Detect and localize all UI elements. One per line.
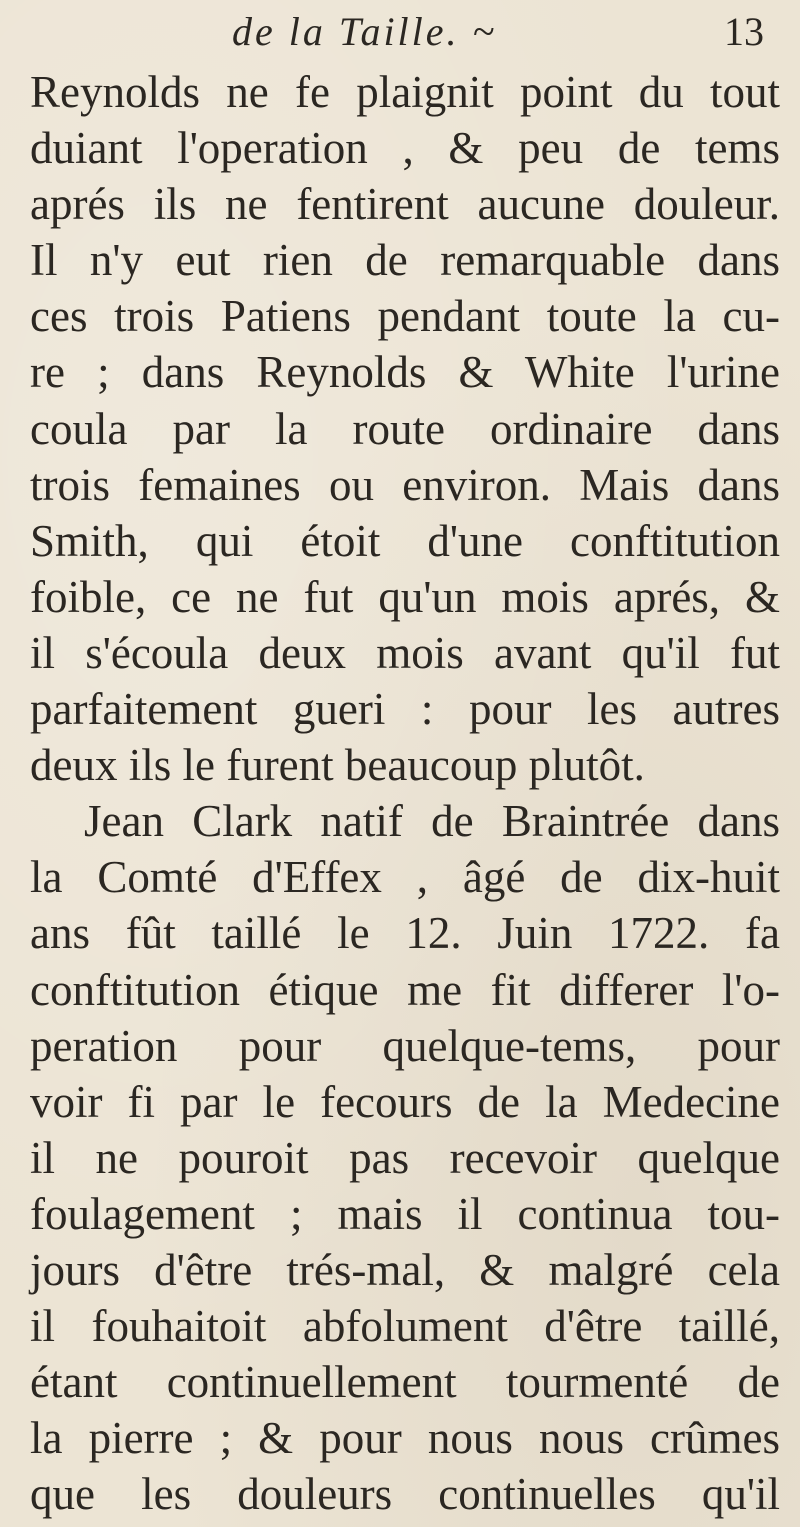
text-line: deux ils le furent beaucoup plutôt. bbox=[30, 740, 645, 791]
text-line: coula par la route ordinaire dans bbox=[30, 403, 780, 454]
text-line: Smith, qui étoit d'une conftitution bbox=[30, 515, 780, 566]
text-line: Il n'y eut rien de remarquable dans bbox=[30, 235, 780, 286]
paragraph-start-line: Jean Clark natif de Braintrée dans bbox=[84, 796, 780, 847]
text-line: duiant l'operation , & peu de tems bbox=[30, 123, 780, 174]
text-line: foulagement ; mais il continua tou- bbox=[30, 1188, 780, 1239]
text-line: re ; dans Reynolds & White l'urine bbox=[30, 347, 780, 398]
text-line: conftitution étique me fit differer l'o- bbox=[30, 964, 780, 1015]
text-line: jours d'être trés-mal, & malgré cela bbox=[30, 1244, 780, 1295]
text-line: trois femaines ou environ. Mais dans bbox=[30, 459, 780, 510]
text-line: aprés ils ne fentirent aucune douleur. bbox=[30, 179, 780, 230]
text-line: parfaitement gueri : pour les autres bbox=[30, 684, 780, 735]
text-line: il s'écoula deux mois avant qu'il fut bbox=[30, 627, 780, 678]
text-line: ces trois Patiens pendant toute la cu- bbox=[30, 291, 780, 342]
text-line: il ne pouroit pas recevoir quelque bbox=[30, 1132, 780, 1183]
text-line: que les douleurs continuelles qu'il bbox=[30, 1469, 780, 1520]
text-line: il fouhaitoit abfolument d'être taillé, bbox=[30, 1301, 780, 1352]
text-line: Reynolds ne fe plaignit point du tout bbox=[30, 67, 780, 117]
text-line: la pierre ; & pour nous nous crûmes bbox=[30, 1413, 780, 1464]
text-line: foible, ce ne fut qu'un mois aprés, & bbox=[30, 571, 780, 622]
page-header bbox=[0, 8, 800, 56]
text-line: la Comté d'Effex , âgé de dix-huit bbox=[30, 852, 780, 903]
page-number: 13 bbox=[724, 9, 764, 54]
text-line: ans fût taillé le 12. Juin 1722. fa bbox=[30, 908, 780, 959]
text-line: voir fi par le fecours de la Medecine bbox=[30, 1076, 780, 1127]
body-text bbox=[30, 64, 780, 1522]
running-title: de la Taille. ~ bbox=[232, 9, 498, 54]
text-line: peration pour quelque-tems, pour bbox=[30, 1020, 780, 1071]
text-line: étant continuellement tourmenté de bbox=[30, 1357, 780, 1408]
